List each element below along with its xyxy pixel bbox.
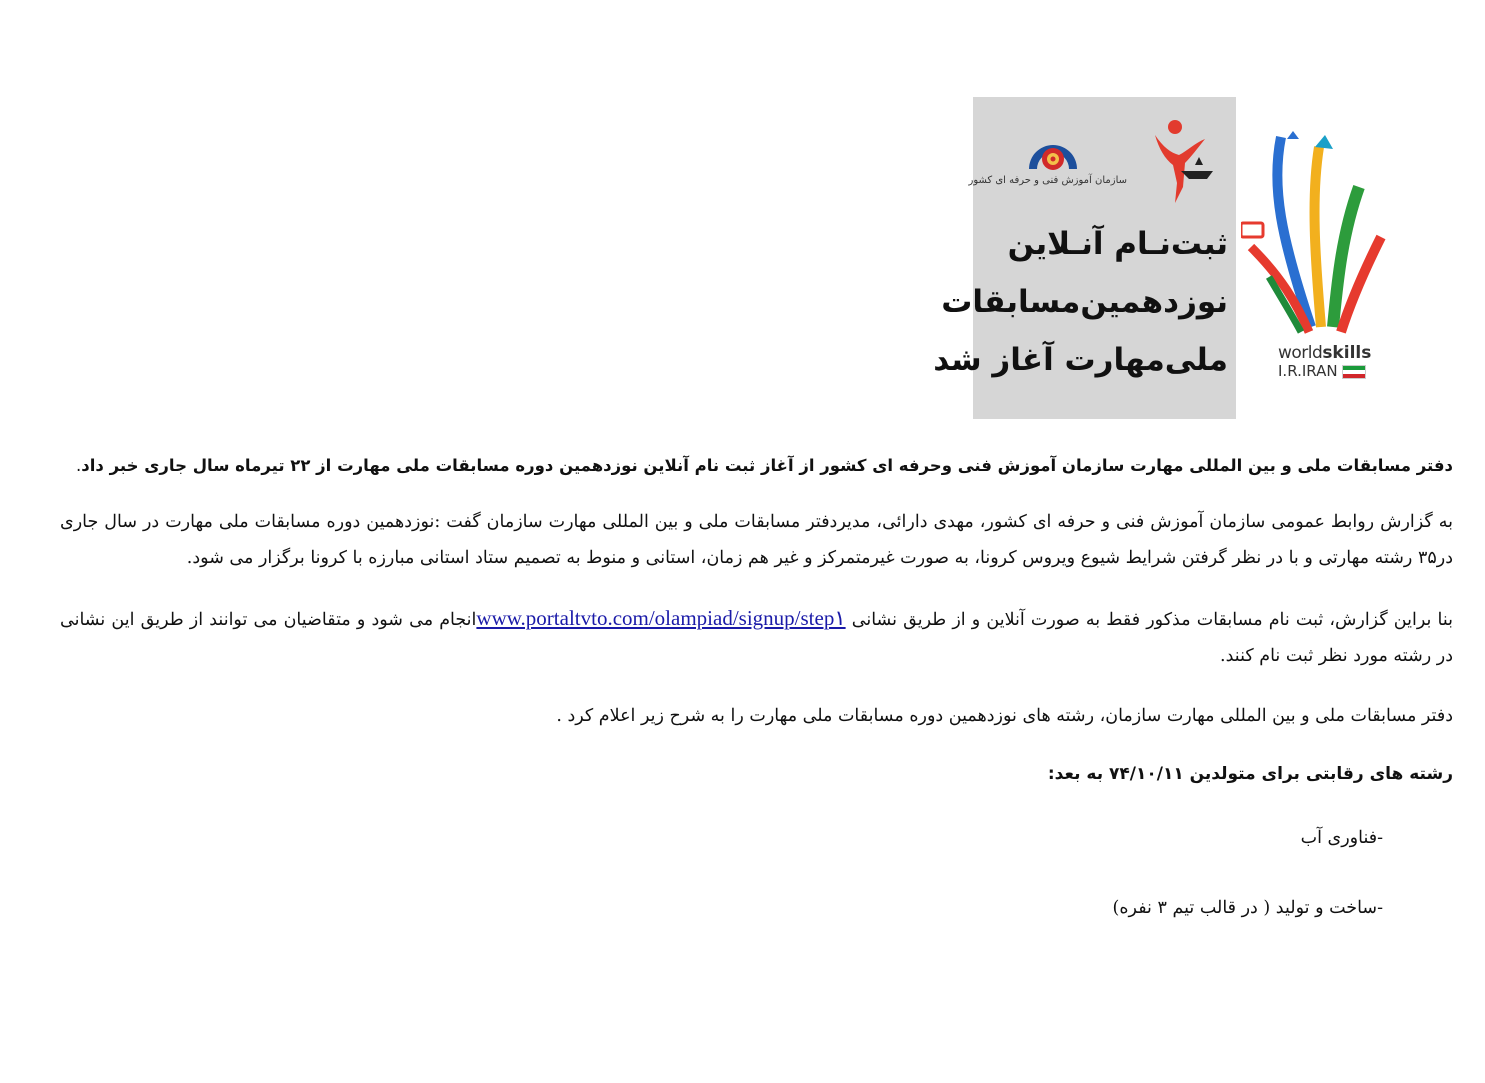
list-item: -ساخت و تولید ( در قالب تیم ۳ نفره) — [1112, 898, 1383, 918]
paragraph-1: به گزارش روابط عمومی سازمان آموزش فنی و حرفه ای کشور، مهدی دارائی، مدیردفتر مسابقات ملی و بین المللی مهارت سازمان گفت :نوزدهمین دوره مسابقات ملی مهارت در سال جاری در۳۵ رشته مهارتی و با در نظر گرفتن شرایط شیوع ویروس کرونا، به صورت غیرمتمرکز و غیر هم زمان، استانی و منوط به تصمیم ستاد استانی مبارزه با کرونا برگزار می شود. — [60, 512, 1453, 568]
paragraph-3: دفتر مسابقات ملی و بین المللی مهارت سازمان، رشته های نوزدهمین دوره مسابقات ملی مهارت را به شرح زیر اعلام کرد . — [556, 706, 1453, 726]
list-item: -فناوری آب — [1300, 828, 1383, 848]
worldskills-logo-icon — [1241, 127, 1391, 342]
ws-iran-text: I.R.IRAN — [1278, 362, 1338, 380]
banner-title-line: ثبت‌نـام آنـلاین — [1007, 226, 1228, 262]
ws-skills: skills — [1322, 343, 1372, 363]
banner-panel — [933, 97, 1236, 419]
ws-world: world — [1278, 343, 1323, 363]
athlete-icon — [1133, 117, 1223, 209]
announcement-banner — [933, 97, 1393, 419]
worldskills-wordmark — [1278, 344, 1371, 380]
banner-title-line: نوزدهمین‌مسابقات — [941, 284, 1228, 320]
banner-title-line: ملی‌مهارت آغاز شد — [933, 342, 1228, 378]
signup-link[interactable]: www.portaltvto.com/olampiad/signup/step۱ — [476, 606, 846, 630]
p2-after: انجام می شود و متقاضیان می توانند از طریق این نشانی در رشته مورد نظر ثبت نام کنند. — [60, 610, 1453, 666]
iran-flag-icon — [1342, 365, 1366, 379]
section-subheading: رشته های رقابتی برای متولدین ۷۴/۱۰/۱۱ به بعد: — [1047, 764, 1453, 784]
lead-end: . — [76, 456, 82, 475]
article-lead — [60, 448, 1453, 484]
article-body — [60, 448, 1453, 960]
paragraph-2 — [60, 600, 1453, 674]
ws-iran — [1278, 362, 1371, 380]
tvto-logo-icon — [1023, 129, 1083, 175]
org-caption: سازمان آموزش فنی و حرفه ای کشور — [968, 175, 1127, 186]
banner-title — [933, 215, 1228, 389]
lead-text: دفتر مسابقات ملی و بین المللی مهارت سازمان آموزش فنی وحرفه ای کشور از آغاز ثبت نام آنلاین نوزدهمین دوره مسابقات ملی مهارت از ۲۲ تیرماه سال جاری خبر داد — [81, 456, 1453, 475]
p2-before: بنا براین گزارش، ثبت نام مسابقات مذکور فقط به صورت آنلاین و از طریق نشانی — [845, 610, 1454, 630]
